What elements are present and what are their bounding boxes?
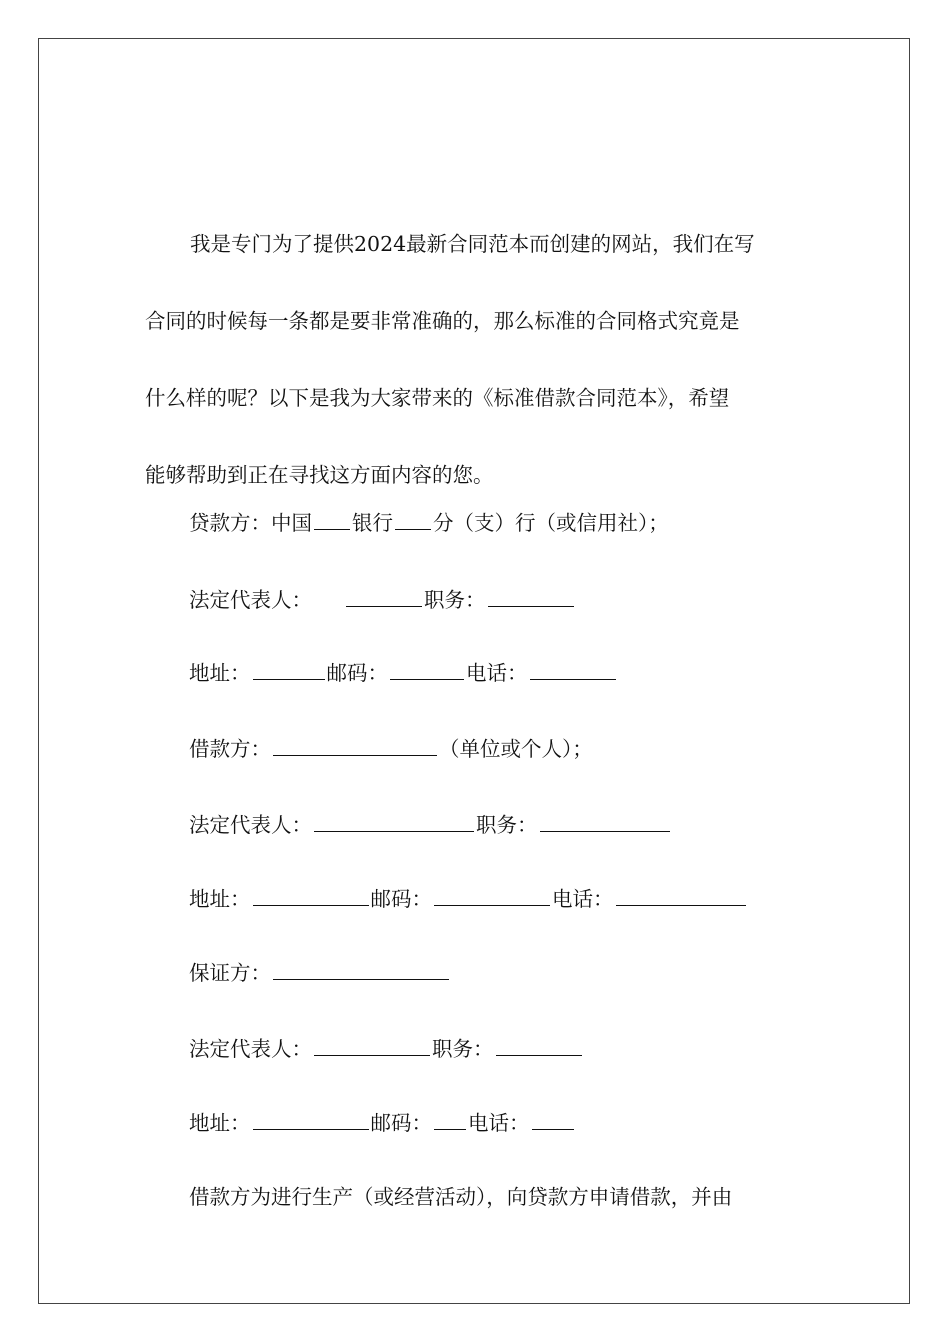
lender-phone-blank[interactable] <box>530 661 616 680</box>
lender-label: 贷款方：中国 <box>189 511 312 535</box>
bank-name-blank[interactable] <box>314 511 350 530</box>
bank-label: 银行 <box>352 511 393 535</box>
title-label: 职务： <box>432 1037 494 1061</box>
rep-label: 法定代表人： <box>189 813 312 837</box>
guarantor-postcode-blank[interactable] <box>434 1111 466 1130</box>
branch-name-blank[interactable] <box>395 511 431 530</box>
title-label: 职务： <box>476 813 538 837</box>
borrower-rep-blank[interactable] <box>314 813 474 832</box>
borrower-postcode-blank[interactable] <box>434 887 550 906</box>
lender-title-blank[interactable] <box>488 588 574 607</box>
guarantor-line <box>189 959 451 987</box>
guarantor-name-blank[interactable] <box>273 961 449 980</box>
intro-line: 什么样的呢？以下是我为大家带来的《标准借款合同范本》，希望 <box>145 386 730 410</box>
phone-label: 电话： <box>552 887 614 911</box>
borrower-name-blank[interactable] <box>273 737 437 756</box>
phone-label: 电话： <box>466 661 528 685</box>
guarantor-address-blank[interactable] <box>253 1111 369 1130</box>
address-label: 地址： <box>189 1111 251 1135</box>
postcode-label: 邮码： <box>370 1111 432 1135</box>
guarantor-label: 保证方： <box>189 961 271 985</box>
rep-label: 法定代表人： <box>189 588 312 612</box>
guarantor-phone-blank[interactable] <box>532 1111 574 1130</box>
lender-address-blank[interactable] <box>253 661 325 680</box>
lender-rep-line <box>189 586 576 614</box>
address-label: 地址： <box>189 887 251 911</box>
borrower-phone-blank[interactable] <box>616 887 746 906</box>
title-label: 职务： <box>424 588 486 612</box>
lender-address-line <box>189 659 618 687</box>
branch-label: 分（支）行（或信用社）； <box>433 511 669 535</box>
guarantor-rep-line <box>189 1035 584 1063</box>
borrower-line <box>189 735 593 763</box>
intro-paragraph <box>145 206 805 514</box>
lender-line <box>189 509 669 537</box>
borrower-address-blank[interactable] <box>253 887 369 906</box>
rep-label: 法定代表人： <box>189 1037 312 1061</box>
intro-line: 我是专门为了提供2024最新合同范本而创建的网站，我们在写 <box>190 232 755 256</box>
postcode-label: 邮码： <box>326 661 388 685</box>
borrower-address-line <box>189 885 748 913</box>
postcode-label: 邮码： <box>370 887 432 911</box>
phone-label: 电话： <box>468 1111 530 1135</box>
borrower-label: 借款方： <box>189 737 271 761</box>
closing-line: 借款方为进行生产（或经营活动），向贷款方申请借款，并由 <box>189 1185 733 1209</box>
intro-line: 能够帮助到正在寻找这方面内容的您。 <box>145 463 494 487</box>
borrower-type-label: （单位或个人）； <box>439 737 593 761</box>
guarantor-address-line <box>189 1109 576 1137</box>
borrower-rep-line <box>189 811 672 839</box>
address-label: 地址： <box>189 661 251 685</box>
borrower-title-blank[interactable] <box>540 813 670 832</box>
intro-line: 合同的时候每一条都是要非常准确的，那么标准的合同格式究竟是 <box>145 309 740 333</box>
guarantor-title-blank[interactable] <box>496 1037 582 1056</box>
lender-rep-blank[interactable] <box>346 588 422 607</box>
guarantor-rep-blank[interactable] <box>314 1037 430 1056</box>
lender-postcode-blank[interactable] <box>390 661 464 680</box>
